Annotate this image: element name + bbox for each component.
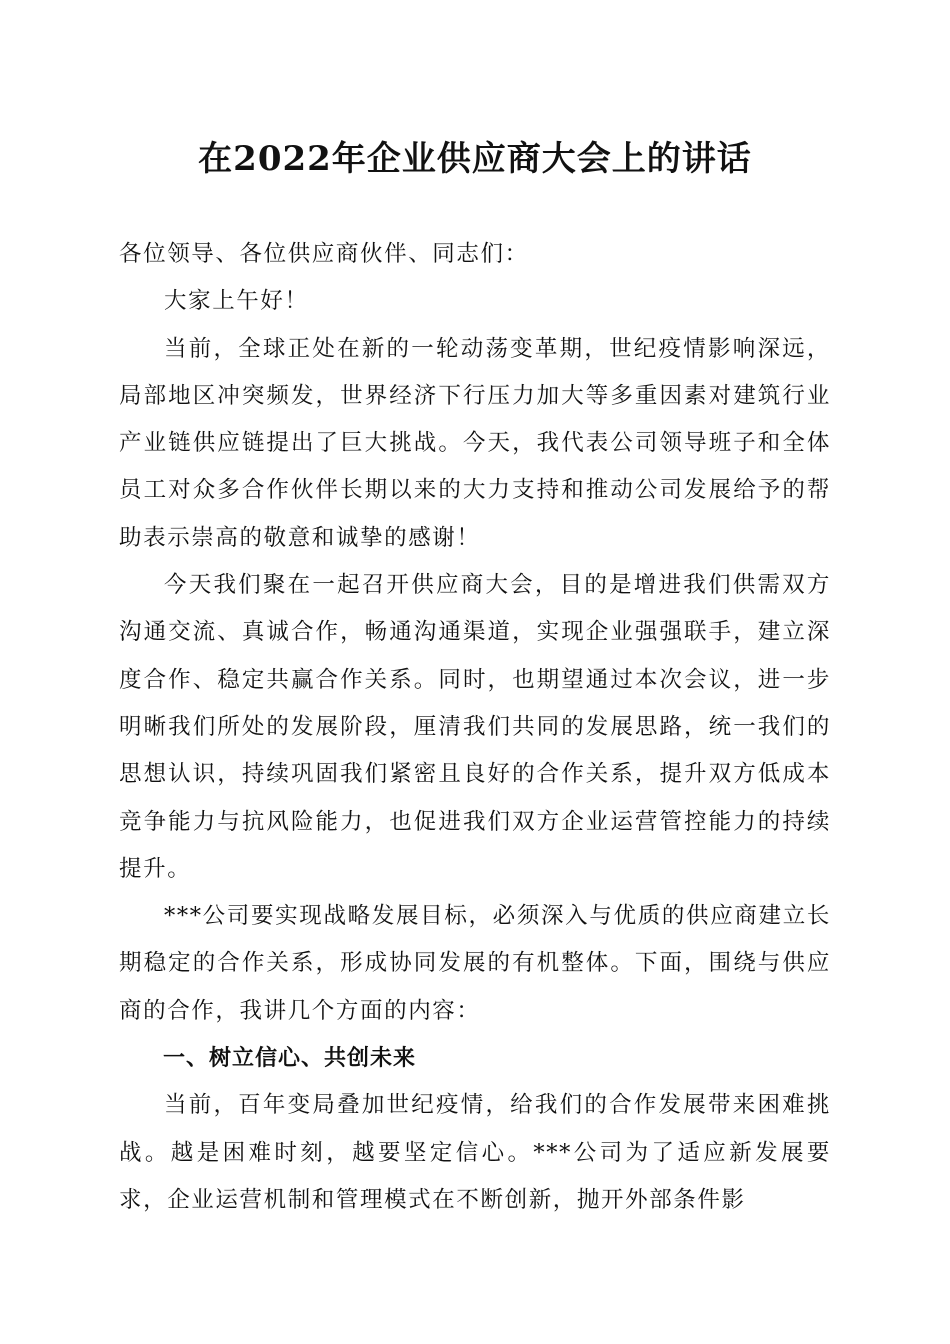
- section-heading: 一、树立信心、共创未来: [163, 1046, 417, 1072]
- salutation: 各位领导、各位供应商伙伴、同志们：: [119, 241, 529, 267]
- document-title: 在2022年企业供应商大会上的讲话: [198, 139, 752, 179]
- paragraph-3: ***公司要实现战略发展目标，必须深入与优质的供应商建立长期稳定的合作关系，形成协同发展的有机整体。下面，围绕与供应商的合作，我讲几个方面的内容：: [119, 903, 831, 1024]
- section-paragraph: 当前，百年变局叠加世纪疫情，给我们的合作发展带来困难挑战。越是困难时刻，越要坚定信心。***公司为了适应新发展要求，企业运营机制和管理模式在不断创新，抛开外部条件影: [119, 1092, 831, 1213]
- paragraph-1: 当前，全球正处在新的一轮动荡变革期，世纪疫情影响深远，局部地区冲突频发，世界经济下行压力加大等多重因素对建筑行业产业链供应链提出了巨大挑战。今天，我代表公司领导班子和全体员工对众多合作伙伴长期以来的大力支持和推动公司发展给予的帮助表示崇高的敬意和诚挚的感谢！: [119, 335, 831, 551]
- greeting: 大家上午好！: [164, 288, 309, 315]
- document-body: [119, 231, 831, 1224]
- paragraph-2: 今天我们聚在一起召开供应商大会，目的是增进我们供需双方沟通交流、真诚合作，畅通沟通渠道，实现企业强强联手，建立深度合作、稳定共赢合作关系。同时，也期望通过本次会议，进一步明晰我们所处的发展阶段，厘清我们共同的发展思路，统一我们的思想认识，持续巩固我们紧密且良好的合作关系，提升双方低成本竞争能力与抗风险能力，也促进我们双方企业运营管控能力的持续提升。: [119, 572, 831, 882]
